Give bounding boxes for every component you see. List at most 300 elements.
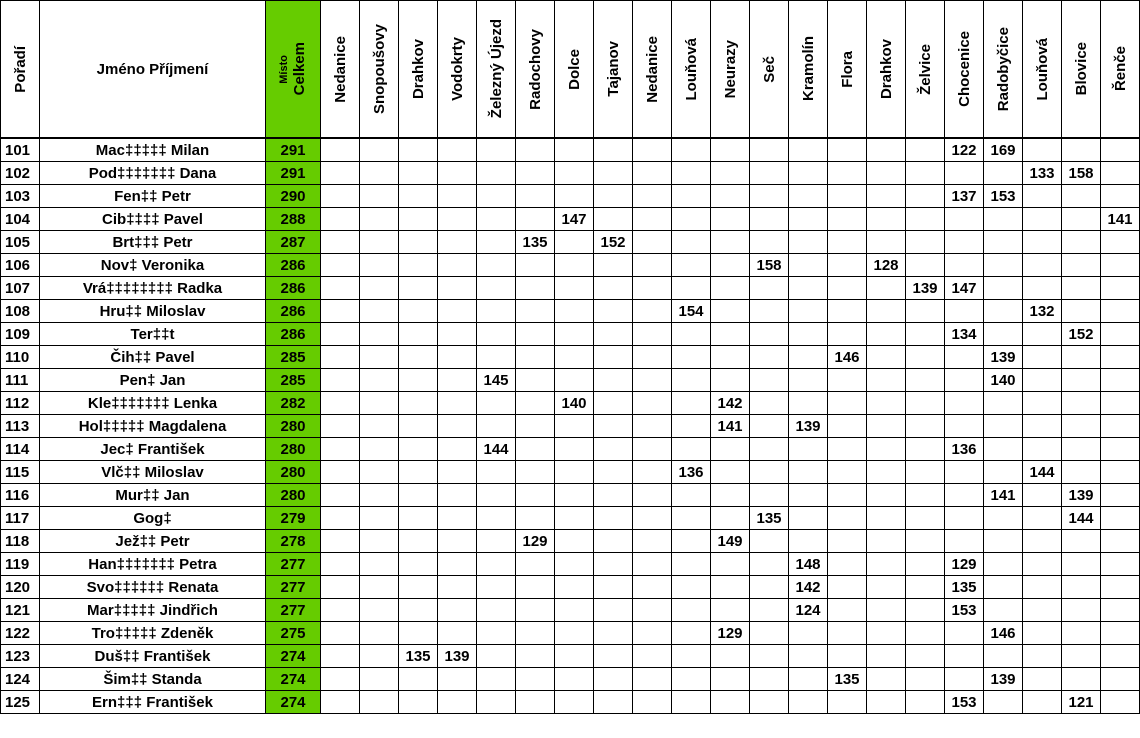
score-cell: [750, 438, 789, 461]
score-cell: [984, 323, 1023, 346]
score-cell: [399, 346, 438, 369]
score-cell: [789, 507, 828, 530]
score-cell: [1062, 461, 1101, 484]
score-cell: 133: [1023, 162, 1062, 185]
score-cell: [321, 530, 360, 553]
score-cell: 122: [945, 138, 984, 162]
score-cell: [672, 415, 711, 438]
score-cell: [945, 254, 984, 277]
score-cell: [906, 254, 945, 277]
score-cell: [321, 461, 360, 484]
rank-cell: 116: [1, 484, 40, 507]
total-cell: 280: [266, 438, 321, 461]
score-cell: 129: [711, 622, 750, 645]
name-cell: Šim‡‡ Standa: [40, 668, 266, 691]
rank-cell: 125: [1, 691, 40, 714]
rank-cell: 113: [1, 415, 40, 438]
total-cell: 285: [266, 346, 321, 369]
score-cell: [360, 507, 399, 530]
header-location: [867, 1, 906, 139]
score-cell: [399, 507, 438, 530]
score-cell: [1101, 668, 1140, 691]
header-location-label: Neurazy: [721, 39, 739, 99]
score-cell: [477, 346, 516, 369]
table-body: [1, 138, 1140, 714]
rank-cell: 101: [1, 138, 40, 162]
score-cell: [906, 323, 945, 346]
score-cell: [438, 530, 477, 553]
table-row: [1, 369, 1140, 392]
score-cell: [672, 553, 711, 576]
score-cell: [477, 461, 516, 484]
score-cell: [633, 691, 672, 714]
score-cell: [906, 461, 945, 484]
score-cell: [516, 599, 555, 622]
score-cell: [711, 645, 750, 668]
score-cell: [516, 415, 555, 438]
score-cell: [867, 185, 906, 208]
score-cell: [555, 254, 594, 277]
table-row: [1, 346, 1140, 369]
score-cell: [1023, 185, 1062, 208]
score-cell: [711, 691, 750, 714]
rank-cell: 119: [1, 553, 40, 576]
score-cell: [672, 507, 711, 530]
name-cell: Han‡‡‡‡‡‡‡ Petra: [40, 553, 266, 576]
score-cell: [1101, 622, 1140, 645]
score-cell: [984, 415, 1023, 438]
score-cell: [594, 461, 633, 484]
score-cell: [828, 507, 867, 530]
score-cell: [360, 530, 399, 553]
score-cell: 139: [906, 277, 945, 300]
score-cell: [828, 162, 867, 185]
score-cell: [321, 599, 360, 622]
name-cell: Brt‡‡‡ Petr: [40, 231, 266, 254]
score-cell: [789, 323, 828, 346]
rank-cell: 104: [1, 208, 40, 231]
score-cell: [477, 392, 516, 415]
score-cell: [1023, 668, 1062, 691]
score-cell: [789, 668, 828, 691]
rank-cell: 117: [1, 507, 40, 530]
score-cell: [906, 668, 945, 691]
name-cell: Ter‡‡t: [40, 323, 266, 346]
score-cell: [516, 438, 555, 461]
score-cell: [867, 415, 906, 438]
score-cell: [1101, 392, 1140, 415]
score-cell: [828, 138, 867, 162]
score-cell: [789, 300, 828, 323]
score-cell: [828, 438, 867, 461]
score-cell: [555, 576, 594, 599]
score-cell: [555, 691, 594, 714]
score-cell: [321, 254, 360, 277]
score-cell: [867, 392, 906, 415]
score-cell: [516, 461, 555, 484]
score-cell: [438, 277, 477, 300]
total-cell: 287: [266, 231, 321, 254]
header-location: [711, 1, 750, 139]
rank-cell: 107: [1, 277, 40, 300]
score-cell: [906, 369, 945, 392]
score-cell: [828, 185, 867, 208]
header-location: [1062, 1, 1101, 139]
header-rank-label: Pořadí: [11, 45, 29, 93]
score-cell: [984, 530, 1023, 553]
total-cell: 286: [266, 323, 321, 346]
score-cell: [1101, 346, 1140, 369]
score-cell: [516, 392, 555, 415]
rank-cell: 123: [1, 645, 40, 668]
score-cell: [672, 438, 711, 461]
score-cell: [360, 300, 399, 323]
score-cell: [555, 138, 594, 162]
header-location: [945, 1, 984, 139]
score-cell: [867, 138, 906, 162]
score-cell: [360, 323, 399, 346]
score-cell: 142: [711, 392, 750, 415]
score-cell: 139: [789, 415, 828, 438]
table-row: [1, 599, 1140, 622]
score-cell: [633, 138, 672, 162]
score-cell: [984, 507, 1023, 530]
score-cell: 154: [672, 300, 711, 323]
score-cell: [672, 185, 711, 208]
score-cell: [1101, 300, 1140, 323]
rank-cell: 109: [1, 323, 40, 346]
score-cell: 141: [1101, 208, 1140, 231]
score-cell: [867, 323, 906, 346]
score-cell: [1023, 277, 1062, 300]
table-row: [1, 231, 1140, 254]
name-cell: Kle‡‡‡‡‡‡‡ Lenka: [40, 392, 266, 415]
score-cell: [438, 185, 477, 208]
score-cell: [828, 576, 867, 599]
total-cell: 290: [266, 185, 321, 208]
score-cell: [984, 691, 1023, 714]
score-cell: [750, 484, 789, 507]
score-cell: [516, 323, 555, 346]
score-cell: [360, 254, 399, 277]
score-cell: 144: [1062, 507, 1101, 530]
score-cell: [594, 392, 633, 415]
rank-cell: 106: [1, 254, 40, 277]
name-cell: Hru‡‡ Miloslav: [40, 300, 266, 323]
score-cell: [1101, 277, 1140, 300]
score-cell: [516, 300, 555, 323]
score-cell: 144: [1023, 461, 1062, 484]
total-cell: 286: [266, 254, 321, 277]
score-cell: [828, 599, 867, 622]
score-cell: [438, 507, 477, 530]
score-cell: [399, 208, 438, 231]
score-cell: [633, 231, 672, 254]
score-cell: [1062, 576, 1101, 599]
score-cell: 132: [1023, 300, 1062, 323]
score-cell: [477, 185, 516, 208]
score-cell: [828, 392, 867, 415]
score-cell: [1101, 138, 1140, 162]
score-cell: [399, 300, 438, 323]
score-cell: [516, 254, 555, 277]
score-cell: [399, 185, 438, 208]
score-cell: [672, 599, 711, 622]
score-cell: 136: [945, 438, 984, 461]
score-cell: [477, 323, 516, 346]
score-cell: [633, 185, 672, 208]
rank-cell: 110: [1, 346, 40, 369]
header-location: [789, 1, 828, 139]
score-cell: [672, 622, 711, 645]
score-cell: [633, 668, 672, 691]
header-location-label: Nedanice: [331, 35, 349, 103]
score-cell: [1062, 277, 1101, 300]
table-row: [1, 507, 1140, 530]
score-cell: [750, 645, 789, 668]
score-cell: [945, 300, 984, 323]
score-cell: [1062, 138, 1101, 162]
score-cell: [906, 415, 945, 438]
score-cell: [672, 576, 711, 599]
score-cell: 153: [945, 599, 984, 622]
score-cell: 142: [789, 576, 828, 599]
score-cell: [555, 553, 594, 576]
score-cell: [633, 369, 672, 392]
header-location-label: Dolce: [565, 48, 583, 90]
score-cell: 139: [1062, 484, 1101, 507]
score-cell: [477, 484, 516, 507]
score-cell: [360, 185, 399, 208]
score-cell: [867, 507, 906, 530]
score-cell: [828, 415, 867, 438]
score-cell: [672, 323, 711, 346]
table-row: [1, 576, 1140, 599]
score-cell: [594, 553, 633, 576]
score-cell: [1023, 645, 1062, 668]
score-cell: 135: [828, 668, 867, 691]
score-cell: 140: [984, 369, 1023, 392]
score-cell: [321, 484, 360, 507]
score-cell: [594, 530, 633, 553]
score-cell: [360, 138, 399, 162]
score-cell: [555, 346, 594, 369]
score-cell: [672, 369, 711, 392]
score-cell: [633, 507, 672, 530]
score-cell: [594, 323, 633, 346]
score-cell: [477, 277, 516, 300]
score-cell: [360, 415, 399, 438]
table-row: [1, 277, 1140, 300]
table-row: [1, 392, 1140, 415]
rank-cell: 103: [1, 185, 40, 208]
score-cell: [633, 553, 672, 576]
score-cell: [1023, 553, 1062, 576]
total-cell: 291: [266, 162, 321, 185]
score-cell: [360, 645, 399, 668]
score-cell: [828, 461, 867, 484]
header-location-label: Drahkov: [409, 38, 427, 100]
score-cell: [945, 484, 984, 507]
score-cell: 149: [711, 530, 750, 553]
score-cell: [399, 415, 438, 438]
score-cell: 134: [945, 323, 984, 346]
score-cell: [867, 208, 906, 231]
score-cell: [555, 645, 594, 668]
score-cell: [906, 691, 945, 714]
score-cell: [594, 277, 633, 300]
score-cell: [1023, 323, 1062, 346]
score-cell: [828, 622, 867, 645]
header-location: [633, 1, 672, 139]
score-cell: [750, 415, 789, 438]
score-cell: [555, 530, 594, 553]
score-cell: [906, 231, 945, 254]
header-location: [477, 1, 516, 139]
score-cell: [1023, 254, 1062, 277]
header-location: [1101, 1, 1140, 139]
score-cell: [1023, 138, 1062, 162]
score-cell: [945, 507, 984, 530]
score-cell: [633, 277, 672, 300]
score-cell: [555, 231, 594, 254]
score-cell: 147: [945, 277, 984, 300]
score-cell: [438, 138, 477, 162]
score-cell: [633, 346, 672, 369]
name-cell: Nov‡ Veronika: [40, 254, 266, 277]
score-cell: [906, 208, 945, 231]
score-cell: [672, 346, 711, 369]
score-cell: [1101, 461, 1140, 484]
score-cell: [984, 231, 1023, 254]
score-cell: [750, 346, 789, 369]
total-cell: 274: [266, 645, 321, 668]
score-cell: [867, 622, 906, 645]
score-cell: [750, 622, 789, 645]
score-cell: [360, 691, 399, 714]
score-cell: [321, 185, 360, 208]
score-cell: [633, 461, 672, 484]
score-cell: [555, 507, 594, 530]
score-cell: [1062, 530, 1101, 553]
name-cell: Duš‡‡ František: [40, 645, 266, 668]
score-cell: [906, 530, 945, 553]
score-cell: [594, 254, 633, 277]
score-cell: [1101, 553, 1140, 576]
score-cell: [1062, 208, 1101, 231]
score-cell: [477, 530, 516, 553]
score-cell: [555, 323, 594, 346]
score-cell: [633, 645, 672, 668]
score-cell: [438, 300, 477, 323]
score-cell: [1062, 645, 1101, 668]
score-cell: [633, 622, 672, 645]
score-cell: [1062, 300, 1101, 323]
score-cell: [672, 162, 711, 185]
table-row: [1, 323, 1140, 346]
total-cell: 275: [266, 622, 321, 645]
score-cell: [867, 691, 906, 714]
rank-cell: 114: [1, 438, 40, 461]
score-cell: [906, 484, 945, 507]
score-cell: [984, 576, 1023, 599]
score-cell: [789, 254, 828, 277]
score-cell: [789, 231, 828, 254]
score-cell: [828, 691, 867, 714]
score-cell: [321, 668, 360, 691]
score-cell: [711, 323, 750, 346]
score-cell: [906, 599, 945, 622]
score-cell: [477, 622, 516, 645]
score-cell: [399, 622, 438, 645]
score-cell: [1023, 599, 1062, 622]
score-cell: [750, 461, 789, 484]
score-cell: [516, 484, 555, 507]
score-cell: [1101, 691, 1140, 714]
score-cell: [399, 576, 438, 599]
score-cell: 129: [945, 553, 984, 576]
score-cell: [516, 138, 555, 162]
score-cell: [594, 346, 633, 369]
score-cell: [516, 645, 555, 668]
score-cell: [867, 645, 906, 668]
score-cell: [906, 553, 945, 576]
score-cell: [633, 576, 672, 599]
score-cell: 135: [750, 507, 789, 530]
score-cell: [867, 369, 906, 392]
score-cell: [750, 392, 789, 415]
score-cell: [516, 162, 555, 185]
total-cell: 274: [266, 668, 321, 691]
table-row: [1, 254, 1140, 277]
table-row: [1, 185, 1140, 208]
score-cell: [399, 599, 438, 622]
score-cell: [360, 392, 399, 415]
header-location-label: Želvice: [916, 43, 934, 95]
header-location-label: Louňová: [1033, 37, 1051, 101]
header-location-label: Řenče: [1111, 46, 1129, 92]
score-cell: [516, 576, 555, 599]
score-cell: [321, 691, 360, 714]
score-cell: [984, 277, 1023, 300]
total-cell: 280: [266, 415, 321, 438]
score-cell: [555, 668, 594, 691]
score-cell: [399, 392, 438, 415]
score-cell: [1023, 484, 1062, 507]
score-cell: [945, 622, 984, 645]
score-cell: [867, 162, 906, 185]
score-cell: [360, 438, 399, 461]
header-location-label: Vodokrty: [448, 37, 466, 101]
score-cell: 121: [1062, 691, 1101, 714]
header-location-label: Seč: [760, 55, 778, 83]
score-cell: [789, 530, 828, 553]
score-cell: [633, 530, 672, 553]
score-cell: 140: [555, 392, 594, 415]
score-cell: [399, 254, 438, 277]
header-name: Jméno Příjmení: [40, 1, 266, 139]
score-cell: [360, 277, 399, 300]
score-cell: [633, 208, 672, 231]
score-cell: [750, 208, 789, 231]
total-cell: 277: [266, 553, 321, 576]
score-cell: [555, 162, 594, 185]
score-cell: [672, 530, 711, 553]
score-cell: [1023, 576, 1062, 599]
score-cell: [399, 162, 438, 185]
name-cell: Pod‡‡‡‡‡‡‡ Dana: [40, 162, 266, 185]
score-cell: [360, 668, 399, 691]
